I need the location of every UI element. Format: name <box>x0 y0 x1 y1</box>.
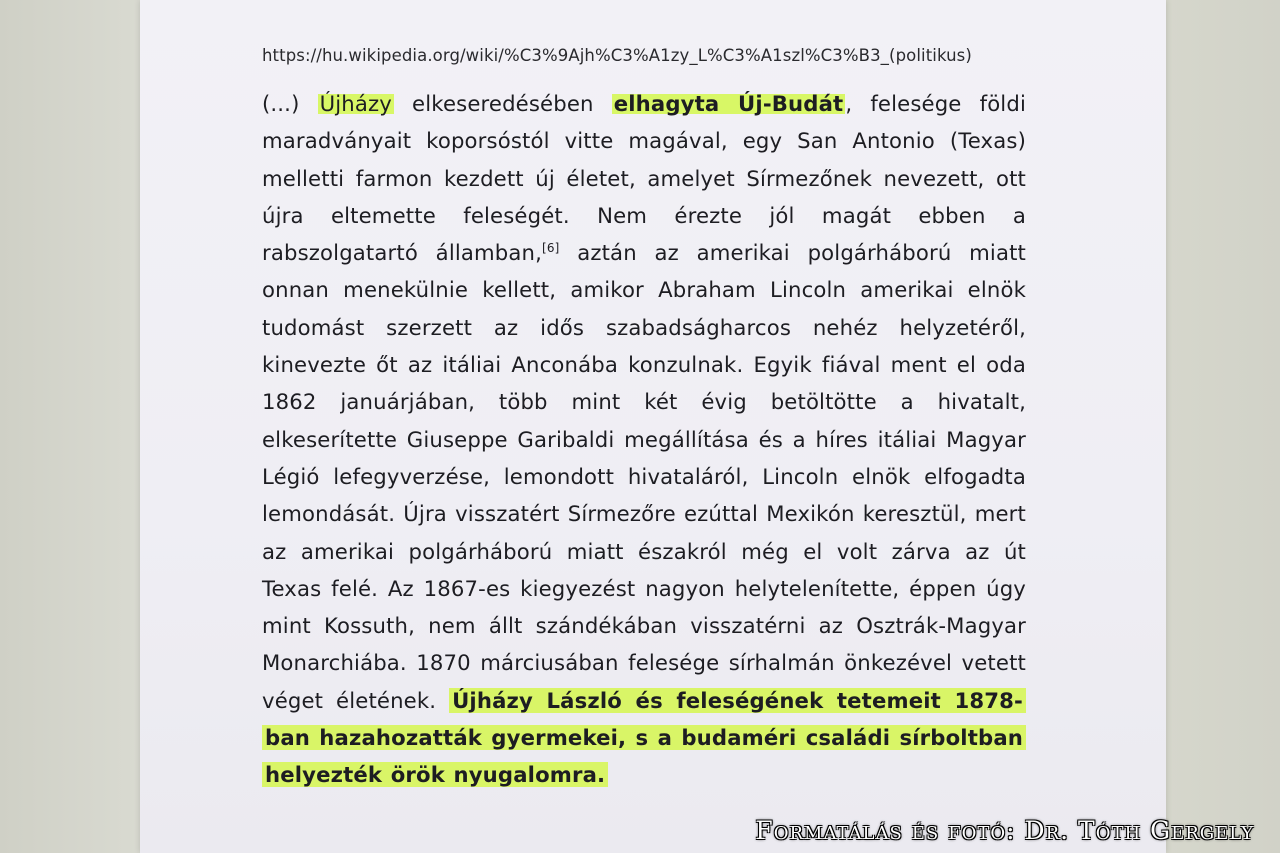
text-segment-1: elkeseredésében <box>393 91 612 116</box>
highlight-name: Újházy <box>319 91 392 116</box>
photo-credit: Formatálás és fotó: Dr. Tóth Gergely <box>755 816 1254 845</box>
source-url: https://hu.wikipedia.org/wiki/%C3%9Ajh%C3%A1zy_L%C3%A1szl%C3%B3_(politikus) <box>262 46 972 65</box>
ellipsis: (...) <box>262 91 300 116</box>
text-segment-3: aztán az amerikai polgárháború miatt onnan menekülnie kellett, amikor Abraham Lincoln amerikai elnök tudomást szerzett az idős szabadságharcos nehéz helyzetéről, kinevezte őt az itáliai Anconába konzulnak. Egyik fiával ment el oda 1862 januárjában, több mint két évig betöltötte a hivatalt, elkeserítette Giuseppe Garibaldi megállítása és a híres itáliai Magyar Légió lefegyverzése, lemondott hivataláról, Lincoln elnök elfogadta lemondását. Újra visszatért Sírmezőre ezúttal Mexikón keresztül, mert az amerikai polgárháború miatt északról még el volt zárva az út Texas felé. Az 1867-es kiegyezést nagyon helytelenítette, éppen úgy mint Kossuth, nem állt szándékában visszatérni az Osztrák-Magyar Monarchiába. 1870 márciusában felesége sírhalmán önkezével vetett véget életének. <box>262 240 1026 713</box>
article-paragraph <box>262 85 1026 794</box>
text-segment-2: , felesége földi maradványait koporsóstól vitte magával, egy San Antonio (Texas) melletti farmon kezdett új életet, amelyet Sírmezőnek nevezett, ott újra eltemette feleségét. Nem érezte jól magát ebben a rabszolgatartó államban, <box>262 91 1026 266</box>
highlight-final-sentence: Újházy László és feleségének tetemeit 1878-ban hazahozatták gyermekei, s a budaméri családi sírboltban helyezték örök nyugalomra. <box>262 688 1026 788</box>
highlight-left-buda: elhagyta Új-Budát <box>613 91 844 116</box>
reference-marker: [6] <box>542 241 560 256</box>
background-wall-left <box>0 0 140 853</box>
background-wall-right <box>1160 0 1280 853</box>
